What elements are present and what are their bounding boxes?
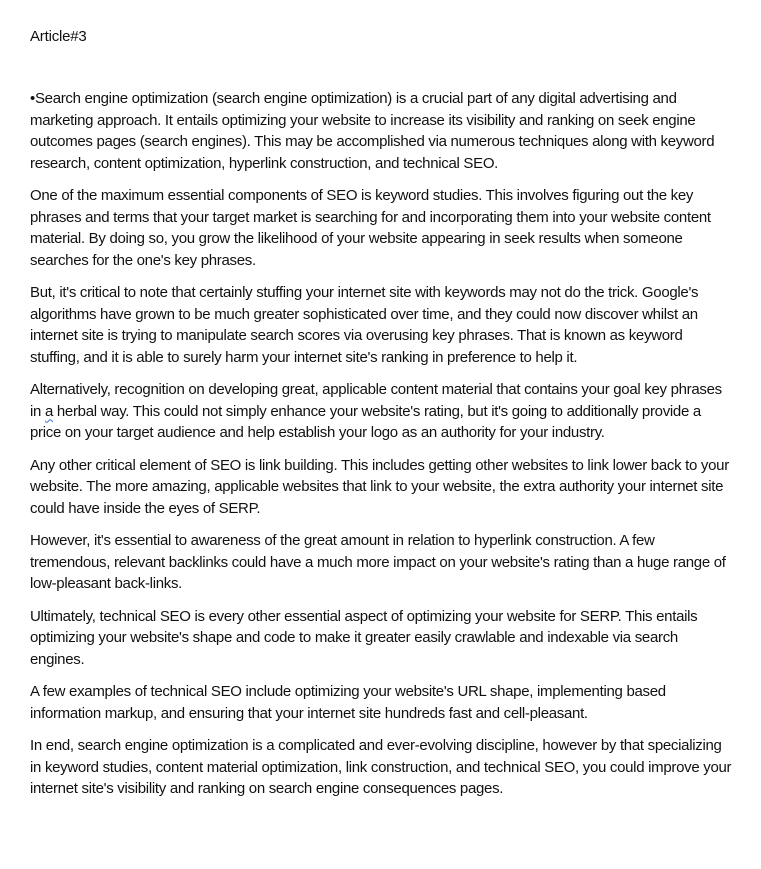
paragraph-content-quality-text-after: herbal way. This could not simply enhance your website's rating, but it's going to additionally provide a price on your target audience and help establish your logo as an authority for your industry.	[30, 402, 701, 441]
paragraph-keyword-stuffing: But, it's critical to note that certainly stuffing your internet site with keywords may not do the trick. Google's algorithms have grown to be much greater sophisticated over time, and they could now discover whilst an internet site is trying to manipulate search scores via overusing key phrases. That is known as keyword stuffing, and it is able to surely harm your internet site's ranking in preference to help it.	[30, 284, 699, 366]
document-title-text: Article#3	[30, 28, 87, 45]
paragraph-intro: •Search engine optimization (search engine optimization) is a crucial part of any digital advertising and marketing approach. It entails optimizing your website to increase its visibility and ranking on seek engine outcomes pages (search engines). This may be accomplished via numerous techniques along with keyword research, content optimization, hyperlink construction, and technical SEO.	[30, 90, 715, 172]
document-title	[30, 26, 733, 47]
paragraph-technical-seo: Ultimately, technical SEO is every other essential aspect of optimizing your website for SERP. This entails optimizing your website's shape and code to make it greater easily crawlable and indexable via search engines.	[30, 607, 698, 668]
paragraph-technical-examples: A few examples of technical SEO include optimizing your website's URL shape, implementing based information markup, and ensuring that your internet site hundreds fast and cell-pleasant.	[30, 683, 666, 722]
paragraph-backlink-quality: However, it's essential to awareness of the great amount in relation to hyperlink construction. A few tremendous, relevant backlinks could have a much more impact on your website's rating than a huge range of low-pleasant back-links.	[30, 532, 726, 592]
paragraph-conclusion: In end, search engine optimization is a complicated and ever-evolving discipline, however by that specializing in keyword studies, content material optimization, link construction, and technical SEO, you could improve your internet site's visibility and ranking on search engine consequences pages.	[30, 737, 732, 797]
paragraph-keyword-research: One of the maximum essential components of SEO is keyword studies. This involves figuring out the key phrases and terms that your target market is searching for and incorporating them into your website content material. By doing so, you grow the likelihood of your website appearing in seek results when someone searches for the one's key phrases.	[30, 187, 711, 269]
paragraph-content-quality-text-before: Alternatively, recognition on developing great, applicable content material that contains your goal key phrases in	[30, 381, 722, 420]
paragraph-link-building: Any other critical element of SEO is link building. This includes getting other websites to link lower back to your website. The more amazing, applicable websites that link to your website, the extra authority your internet site could have inside the eyes of SERP.	[30, 456, 729, 517]
grammar-flagged-word[interactable]: a	[44, 402, 53, 420]
paragraph-content-quality	[30, 379, 733, 444]
